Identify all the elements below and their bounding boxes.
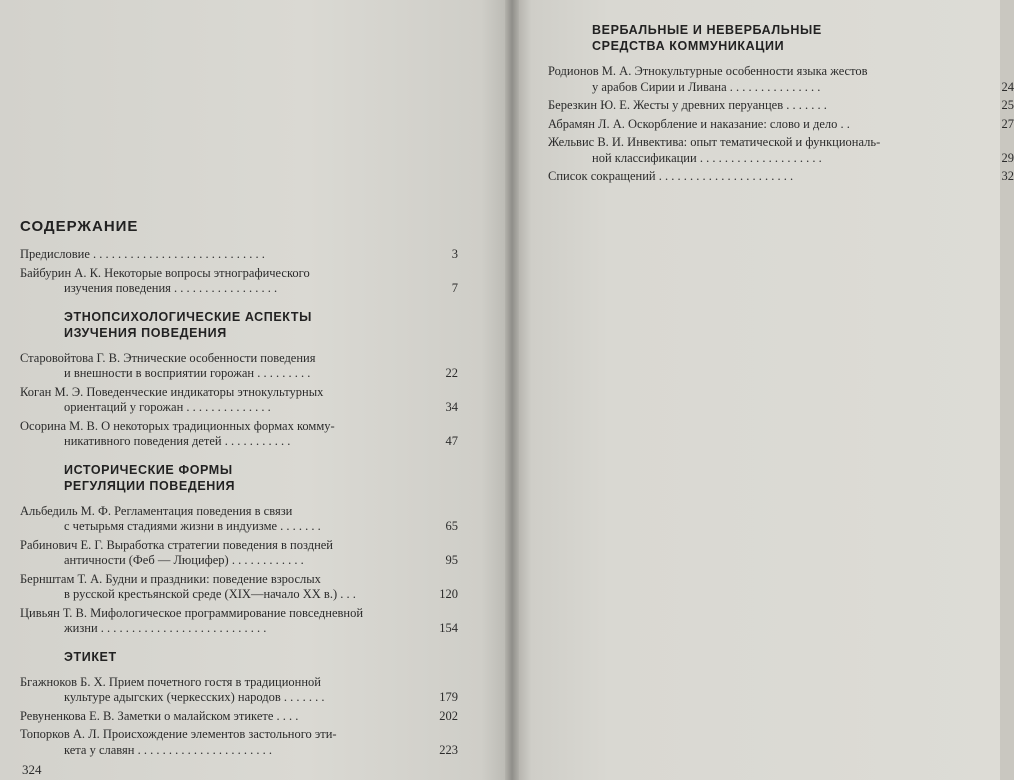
toc-entry-line: Предисловие . . . . . . . . . . . . . . . . . . . . . . . . . . . . — [20, 247, 265, 261]
toc-entry-page-number: 7 — [451, 281, 458, 295]
toc-entry-line: Бгажноков Б. Х. Прием почетного гостя в традиционной — [20, 674, 321, 689]
toc-entry-line: ной классификации . . . . . . . . . . . . . . . . . . . . — [592, 150, 822, 165]
toc-entry — [20, 709, 466, 725]
toc-entry-page-number: 24 — [1001, 79, 1014, 94]
toc-entry-line: Коган М. Э. Поведенческие индикаторы этнокультурных — [20, 384, 324, 399]
toc-entry-page-number: 22 — [445, 366, 458, 380]
toc-entry-line: Альбедиль М. Ф. Регламентация поведения в связи — [20, 503, 293, 518]
toc-entry — [20, 606, 466, 637]
section-heading-line: ЭТНОПСИХОЛОГИЧЕСКИЕ АСПЕКТЫ — [64, 309, 312, 324]
toc-entry-line: культуре адыгских (черкесских) народов . . . . . . . — [64, 690, 325, 704]
toc-entry-line: Байбурин А. К. Некоторые вопросы этнографического — [20, 265, 310, 280]
toc-entry-line: Абрамян Л. А. Оскорбление и наказание: слово и дело . . — [548, 116, 850, 131]
toc-entry-page-number: 47 — [445, 434, 458, 448]
section-heading-line: СРЕДСТВА КОММУНИКАЦИИ — [592, 39, 785, 53]
right-page — [512, 0, 1014, 780]
toc-entry-page-number: 202 — [439, 708, 458, 723]
toc-entry-line: и внешности в восприятии горожан . . . . . . . . . — [64, 366, 311, 380]
toc-left-groups — [20, 247, 466, 758]
section-heading-line: РЕГУЛЯЦИИ ПОВЕДЕНИЯ — [64, 478, 236, 493]
toc-entry-line: Осорина М. В. О некоторых традиционных формах комму- — [20, 418, 335, 433]
toc-entry-line: Топорков А. Л. Происхождение элементов застольного эти- — [20, 727, 337, 741]
toc-entry — [548, 116, 1014, 133]
toc-entry — [548, 169, 1014, 185]
toc-entry-page-number: 3 — [451, 247, 458, 261]
toc-entry-page-number: 65 — [445, 519, 458, 533]
toc-entry-line: Жельвис В. И. Инвектива: опыт тематической и функциональ- — [548, 135, 881, 149]
toc-entry-page-number: 179 — [439, 690, 458, 704]
toc-entry-line: Рабинович Е. Г. Выработка стратегии поведения в поздней — [20, 537, 334, 552]
toc-entry-line: у арабов Сирии и Ливана . . . . . . . . . . . . . . . — [592, 79, 821, 94]
section-heading-line: ИСТОРИЧЕСКИЕ ФОРМЫ — [64, 462, 233, 477]
section-heading-line: ИЗУЧЕНИЯ ПОВЕДЕНИЯ — [64, 325, 227, 340]
toc-entry-line: Родионов М. А. Этнокультурные особенности языка жестов — [548, 64, 868, 78]
toc-entry — [548, 64, 1014, 95]
toc-entry-page-number: 32 — [1001, 169, 1014, 183]
toc-entry-line: с четырьмя стадиями жизни в индуизме . . . . . . . — [64, 519, 321, 533]
toc-entry-page-number: 154 — [439, 621, 458, 635]
toc-entry-page-number: 223 — [439, 742, 458, 757]
toc-entry-page-number: 25 — [1001, 98, 1014, 112]
toc-entry — [20, 247, 466, 263]
toc-heading: СОДЕРЖАНИЕ — [20, 218, 139, 235]
section-heading — [64, 649, 466, 665]
toc-right-groups — [548, 22, 1014, 185]
toc-entry-page-number: 120 — [439, 587, 458, 601]
toc-entry — [20, 572, 466, 603]
toc-entry-line: изучения поведения . . . . . . . . . . . . . . . . . — [64, 281, 278, 295]
toc-entry-line: Старовойтова Г. В. Этнические особенности поведения — [20, 350, 316, 365]
section-heading — [592, 22, 1000, 54]
toc-left-column — [20, 218, 466, 761]
toc-entry — [20, 419, 466, 450]
toc-entry-line: Бернштам Т. А. Будни и праздники: поведение взрослых — [20, 571, 321, 586]
toc-entry-line: Березкин Ю. Е. Жесты у древних перуанцев . . . . . . . — [548, 98, 827, 112]
section-heading — [64, 462, 466, 494]
toc-entry-page-number: 34 — [445, 400, 458, 414]
toc-entry-line: в русской крестьянской среде (XIX—начало XX в.) . . . — [64, 587, 356, 601]
toc-entry-line: Ревуненкова Е. В. Заметки о малайском этикете . . . . — [20, 708, 299, 723]
toc-entry-line: жизни . . . . . . . . . . . . . . . . . . . . . . . . . . . — [64, 621, 267, 635]
toc-entry — [548, 98, 1014, 114]
toc-entry — [20, 385, 466, 416]
toc-entry — [20, 504, 466, 535]
toc-entry-page-number: 27 — [1001, 116, 1014, 131]
toc-entry — [20, 351, 466, 382]
toc-entry-page-number: 95 — [445, 553, 458, 567]
toc-entry-line: ориентаций у горожан . . . . . . . . . . . . . . — [64, 400, 271, 414]
section-heading-line: ЭТИКЕТ — [64, 649, 117, 664]
toc-entry — [20, 727, 466, 758]
toc-entry-line: кета у славян . . . . . . . . . . . . . . . . . . . . . . — [64, 742, 272, 757]
toc-entry — [20, 538, 466, 569]
toc-right-column — [548, 10, 1014, 188]
toc-entry-line: никативного поведения детей . . . . . . . . . . . — [64, 434, 291, 448]
toc-entry-line: Цивьян Т. В. Мифологическое программирование повседневной — [20, 605, 364, 620]
toc-entry-line: античности (Феб — Люцифер) . . . . . . . . . . . . — [64, 553, 304, 567]
toc-entry — [20, 675, 466, 706]
toc-entry — [20, 266, 466, 297]
section-heading — [64, 309, 466, 341]
toc-entry — [548, 135, 1014, 166]
page-number-footer: 324 — [22, 762, 42, 777]
section-heading-line: ВЕРБАЛЬНЫЕ И НЕВЕРБАЛЬНЫЕ — [592, 23, 822, 37]
toc-entry-page-number: 29 — [1001, 150, 1014, 165]
toc-entry-line: Список сокращений . . . . . . . . . . . . . . . . . . . . . . — [548, 169, 794, 183]
book-gutter — [505, 0, 519, 780]
